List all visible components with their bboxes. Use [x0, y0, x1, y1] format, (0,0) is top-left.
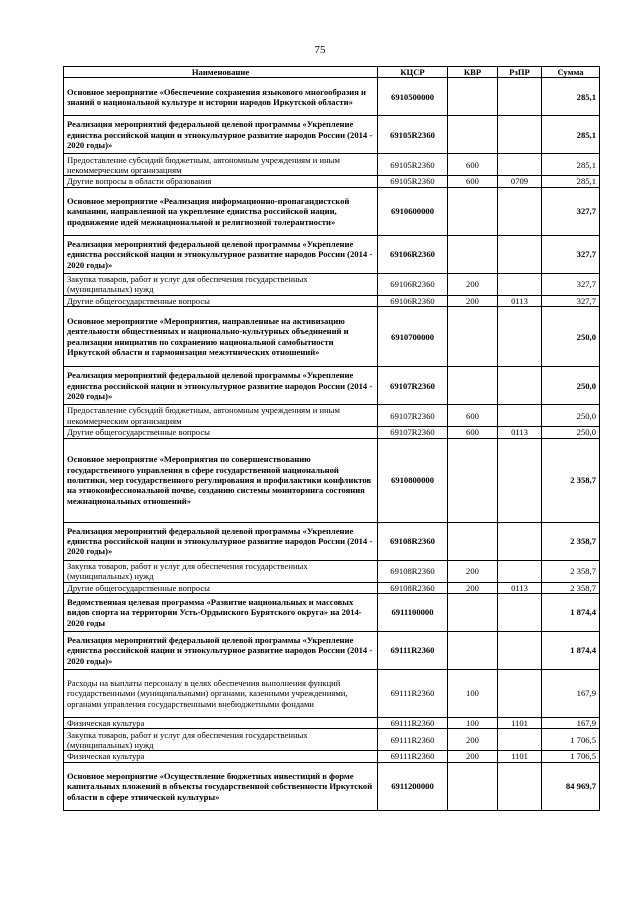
row-kvr: [448, 187, 498, 235]
row-name: Закупка товаров, работ и услуг для обеспечения государственных (муниципальных) нужд: [64, 273, 378, 295]
table-row: [64, 594, 600, 632]
row-name: Основное мероприятие «Реализация информационно-пропагандистской кампании, направленной на укрепление единства российской нации, продвижение идей межнациональной и религиозной толерантности»: [64, 187, 378, 235]
row-kvr: 200: [448, 582, 498, 593]
row-sum: 2 358,7: [542, 560, 600, 582]
row-kvr: 200: [448, 295, 498, 306]
row-kvr: [448, 632, 498, 670]
row-rzpr: 0113: [498, 427, 542, 438]
row-name: Закупка товаров, работ и услуг для обеспечения государственных (муниципальных) нужд: [64, 560, 378, 582]
row-kvr: 600: [448, 154, 498, 176]
row-kvr: 200: [448, 729, 498, 751]
row-kcsr: 6910800000: [378, 438, 448, 522]
table-row: [64, 729, 600, 751]
row-kcsr: 69111R2360: [378, 729, 448, 751]
row-kvr: 600: [448, 176, 498, 187]
row-name: Основное мероприятие «Обеспечение сохранения языкового многообразия и знаний о национальной культуре и истории народов Иркутской области»: [64, 78, 378, 116]
row-sum: 250,0: [542, 367, 600, 405]
row-kcsr: 69106R2360: [378, 273, 448, 295]
row-sum: 167,9: [542, 718, 600, 729]
row-name: Основное мероприятие «Осуществление бюджетных инвестиций в форме капитальных вложений в объекты государственной собственности Иркутской области в сфере этнической культуры»: [64, 762, 378, 810]
table-row: [64, 295, 600, 306]
row-name: Другие вопросы в области образования: [64, 176, 378, 187]
row-kvr: [448, 235, 498, 273]
row-sum: 250,0: [542, 405, 600, 427]
row-rzpr: 1101: [498, 751, 542, 762]
row-kvr: [448, 522, 498, 560]
row-kvr: 200: [448, 560, 498, 582]
row-sum: 1 706,5: [542, 751, 600, 762]
row-kvr: 200: [448, 273, 498, 295]
row-rzpr: 0113: [498, 582, 542, 593]
table-row: [64, 273, 600, 295]
row-name: Другие общегосударственные вопросы: [64, 582, 378, 593]
row-kcsr: 69105R2360: [378, 154, 448, 176]
row-sum: 327,7: [542, 273, 600, 295]
row-rzpr: [498, 632, 542, 670]
row-kcsr: 69111R2360: [378, 670, 448, 718]
row-rzpr: [498, 273, 542, 295]
row-sum: 1 874,4: [542, 594, 600, 632]
header-kcsr: КЦСР: [378, 67, 448, 78]
row-name: Реализация мероприятий федеральной целевой программы «Укрепление единства российской нации и этнокультурное развитие народов России (2014 - 2020 годы)»: [64, 632, 378, 670]
row-rzpr: [498, 762, 542, 810]
row-kcsr: 69107R2360: [378, 367, 448, 405]
header-name: Наименование: [64, 67, 378, 78]
row-kcsr: 6910700000: [378, 307, 448, 367]
row-rzpr: [498, 522, 542, 560]
header-rzpr: РзПР: [498, 67, 542, 78]
row-rzpr: 0709: [498, 176, 542, 187]
table-row: [64, 438, 600, 522]
row-rzpr: [498, 405, 542, 427]
row-rzpr: [498, 235, 542, 273]
row-kcsr: 69108R2360: [378, 522, 448, 560]
row-kvr: [448, 307, 498, 367]
row-name: Ведомственная целевая программа «Развитие национальных и массовых видов спорта на территории Усть-Ордынского Бурятского округа» на 2014-2020 годы: [64, 594, 378, 632]
table-row: [64, 560, 600, 582]
row-name: Закупка товаров, работ и услуг для обеспечения государственных (муниципальных) нужд: [64, 729, 378, 751]
row-name: Другие общегосударственные вопросы: [64, 295, 378, 306]
row-sum: 250,0: [542, 307, 600, 367]
row-rzpr: [498, 154, 542, 176]
row-kvr: 200: [448, 751, 498, 762]
table-row: [64, 751, 600, 762]
row-kvr: 100: [448, 670, 498, 718]
table-row: [64, 307, 600, 367]
table-row: [64, 405, 600, 427]
table-row: [64, 176, 600, 187]
row-name: Предоставление субсидий бюджетным, автономным учреждениям и иным некоммерческим организациям: [64, 405, 378, 427]
row-name: Реализация мероприятий федеральной целевой программы «Укрепление единства российской нации и этнокультурное развитие народов России (2014 - 2020 годы)»: [64, 522, 378, 560]
row-name: Расходы на выплаты персоналу в целях обеспечения выполнения функций государственными (муниципальными) органами, казенными учреждениями, органами управления государственными внебюджетными фондами: [64, 670, 378, 718]
table-row: [64, 718, 600, 729]
row-name: Предоставление субсидий бюджетным, автономным учреждениям и иным некоммерческим организациям: [64, 154, 378, 176]
row-kcsr: 69105R2360: [378, 116, 448, 154]
row-sum: 1 874,4: [542, 632, 600, 670]
table-row: [64, 632, 600, 670]
table-row: [64, 367, 600, 405]
row-rzpr: 1101: [498, 718, 542, 729]
row-kcsr: 69111R2360: [378, 632, 448, 670]
row-name: Физическая культура: [64, 718, 378, 729]
row-name: Реализация мероприятий федеральной целевой программы «Укрепление единства российской нации и этнокультурное развитие народов России (2014 - 2020 годы)»: [64, 116, 378, 154]
row-sum: 285,1: [542, 154, 600, 176]
row-kvr: [448, 116, 498, 154]
table-row: [64, 522, 600, 560]
header-kvr: КВР: [448, 67, 498, 78]
table-row: [64, 116, 600, 154]
row-kvr: [448, 762, 498, 810]
table-header-row: [64, 67, 600, 78]
table-row: [64, 187, 600, 235]
row-kvr: [448, 78, 498, 116]
page-number: 75: [314, 44, 326, 56]
row-rzpr: [498, 560, 542, 582]
row-kvr: 100: [448, 718, 498, 729]
row-name: Другие общегосударственные вопросы: [64, 427, 378, 438]
row-rzpr: [498, 78, 542, 116]
row-sum: 285,1: [542, 78, 600, 116]
budget-table: [63, 66, 600, 811]
row-sum: 285,1: [542, 176, 600, 187]
table-row: [64, 670, 600, 718]
table-row: [64, 762, 600, 810]
row-name: Реализация мероприятий федеральной целевой программы «Укрепление единства российской нации и этнокультурное развитие народов России (2014 - 2020 годы)»: [64, 235, 378, 273]
row-kcsr: 69106R2360: [378, 235, 448, 273]
row-kcsr: 69108R2360: [378, 560, 448, 582]
row-kvr: [448, 594, 498, 632]
row-kcsr: 6910600000: [378, 187, 448, 235]
row-sum: 327,7: [542, 295, 600, 306]
row-sum: 84 969,7: [542, 762, 600, 810]
row-sum: 2 358,7: [542, 438, 600, 522]
row-sum: 167,9: [542, 670, 600, 718]
row-rzpr: [498, 438, 542, 522]
row-rzpr: [498, 367, 542, 405]
table-row: [64, 78, 600, 116]
row-name: Основное мероприятие «Мероприятия по совершенствованию государственного управления в сфере государственной национальной политики, мер государственного регулирования и профилактики конфликтов на этноконфессиональной почве, созданию системы мониторинга состояния межнациональных отношений»: [64, 438, 378, 522]
table-row: [64, 427, 600, 438]
row-kcsr: 6910500000: [378, 78, 448, 116]
row-name: Основное мероприятие «Мероприятия, направленные на активизацию деятельности общественных и национально-культурных объединений и реализации инициатив по сохранению национальной самобытности Иркутской области и гармонизация межэтнических отношений»: [64, 307, 378, 367]
row-rzpr: 0113: [498, 295, 542, 306]
row-rzpr: [498, 116, 542, 154]
header-sum: Сумма: [542, 67, 600, 78]
row-rzpr: [498, 729, 542, 751]
row-sum: 327,7: [542, 187, 600, 235]
row-kcsr: 69105R2360: [378, 176, 448, 187]
row-rzpr: [498, 187, 542, 235]
row-kcsr: 69111R2360: [378, 718, 448, 729]
table-row: [64, 582, 600, 593]
row-kcsr: 69111R2360: [378, 751, 448, 762]
table-row: [64, 235, 600, 273]
row-name: Физическая культура: [64, 751, 378, 762]
row-rzpr: [498, 594, 542, 632]
row-sum: 285,1: [542, 116, 600, 154]
row-sum: 1 706,5: [542, 729, 600, 751]
row-kcsr: 6911100000: [378, 594, 448, 632]
row-rzpr: [498, 307, 542, 367]
row-name: Реализация мероприятий федеральной целевой программы «Укрепление единства российской нации и этнокультурное развитие народов России (2014 - 2020 годы)»: [64, 367, 378, 405]
row-kcsr: 69107R2360: [378, 405, 448, 427]
row-kcsr: 69106R2360: [378, 295, 448, 306]
row-kvr: [448, 438, 498, 522]
row-kcsr: 69107R2360: [378, 427, 448, 438]
table-row: [64, 154, 600, 176]
row-kcsr: 69108R2360: [378, 582, 448, 593]
row-kvr: [448, 367, 498, 405]
row-sum: 250,0: [542, 427, 600, 438]
row-sum: 327,7: [542, 235, 600, 273]
row-kvr: 600: [448, 405, 498, 427]
row-kcsr: 6911200000: [378, 762, 448, 810]
row-kvr: 600: [448, 427, 498, 438]
row-rzpr: [498, 670, 542, 718]
row-sum: 2 358,7: [542, 582, 600, 593]
row-sum: 2 358,7: [542, 522, 600, 560]
